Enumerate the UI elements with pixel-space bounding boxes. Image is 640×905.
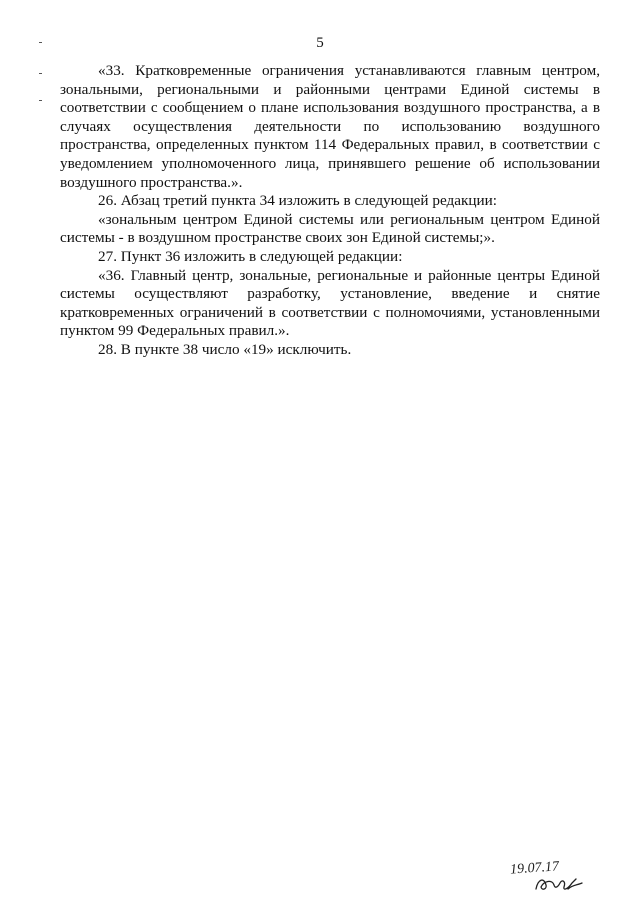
paragraph-item-26: 26. Абзац третий пункта 34 изложить в следующей редакции: [98, 192, 497, 210]
paragraph-amendment-34: «зональным центром Единой системы или региональным центром Единой системы - в воздушном пространстве своих зон Единой системы;». [60, 210, 600, 247]
paragraph-amendment-36: «36. Главный центр, зональные, региональные и районные центры Единой системы осуществляют разработку, установление, введение и снятие кратковременных ограничений в соответствии с полномочиями, установленными пунктом 99 Федеральных правил.». [60, 266, 600, 340]
margin-mark [39, 42, 42, 43]
handwritten-initials [536, 879, 582, 889]
margin-mark [39, 100, 42, 101]
paragraph-item-28: 28. В пункте 38 число «19» исключить. [98, 340, 352, 358]
page-number: 5 [316, 35, 324, 51]
handwritten-date: 19.07.17 [509, 859, 560, 878]
paragraph-amendment-33: «33. Кратковременные ограничения устанавливаются главным центром, зональными, региональными и районными центрами Единой системы в соответствии с сообщением о плане использования воздушного пространства, а в случаях осуществления деятельности по использованию воздушного пространства, определенных пунктом 114 Федеральных правил, в соответствии с уведомлением уполномоченного лица, принявшего решение об использовании воздушного пространства.». [60, 62, 600, 191]
document-body [60, 62, 600, 360]
handwritten-annotation [508, 855, 598, 895]
paragraph-item-27: 27. Пункт 36 изложить в следующей редакции: [98, 247, 403, 265]
margin-mark [39, 73, 42, 74]
